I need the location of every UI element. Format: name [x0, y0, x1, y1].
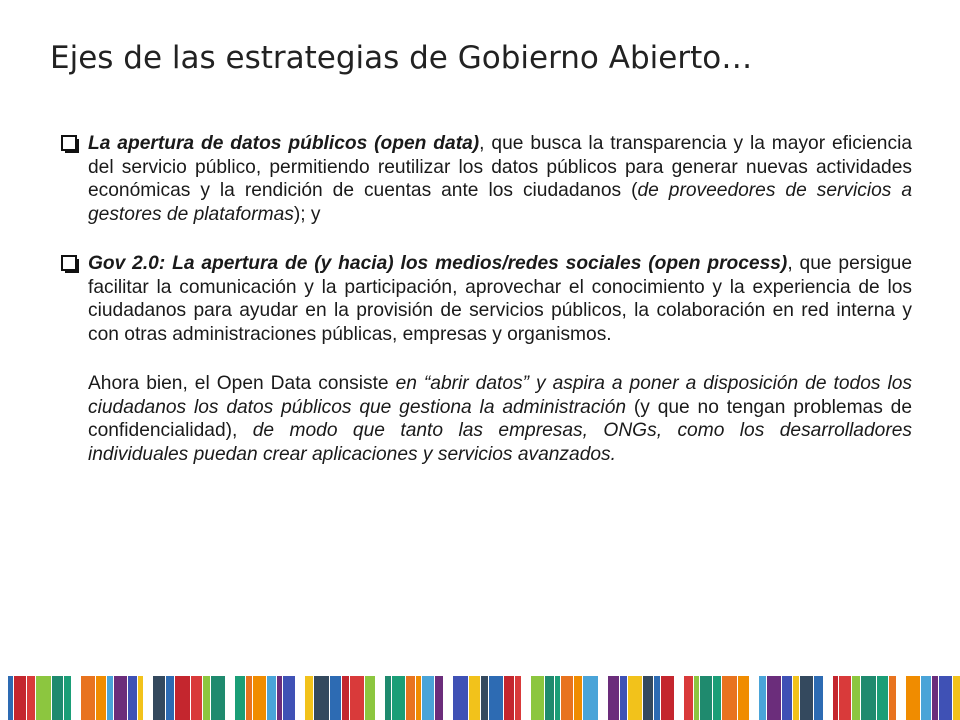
slide-body: [60, 132, 912, 466]
stripe: [191, 676, 202, 720]
stripe: [684, 676, 693, 720]
stripe: [305, 676, 313, 720]
stripe: [81, 676, 95, 720]
stripe: [793, 676, 799, 720]
stripe: [406, 676, 415, 720]
stripe: [114, 676, 127, 720]
stripe: [583, 676, 598, 720]
stripe: [574, 676, 582, 720]
stripe: [107, 676, 113, 720]
stripe: [661, 676, 674, 720]
stripe: [203, 676, 210, 720]
stripe: [422, 676, 434, 720]
stripe: [722, 676, 737, 720]
stripe: [800, 676, 813, 720]
stripe: [906, 676, 920, 720]
decorative-color-stripe-band: [0, 676, 960, 720]
paragraph-italic: en “abrir datos” y aspira a poner a disposición de todos los ciudadanos los datos públicos que gestiona la administración: [88, 373, 912, 418]
stripe: [277, 676, 282, 720]
stripe: [852, 676, 860, 720]
open-data-paragraph: [60, 372, 912, 466]
bullet-gov-2-0: [60, 252, 912, 346]
slide-title: Ejes de las estrategias de Gobierno Abierto…: [50, 40, 753, 76]
stripe: [453, 676, 468, 720]
stripe: [392, 676, 405, 720]
stripe: [555, 676, 560, 720]
paragraph-text: (y que no tengan problemas de confidencialidad),: [88, 396, 912, 441]
stripe: [545, 676, 554, 720]
bullet-text: , que busca la transparencia y la mayor eficiencia del servicio público, permitiendo reutilizar los datos públicos para generar nuevas actividades económicas y la rendición de cuentas ante los ciudadanos (: [88, 133, 913, 201]
stripe: [365, 676, 375, 720]
stripe: [416, 676, 421, 720]
stripe: [211, 676, 225, 720]
stripe: [128, 676, 137, 720]
stripe: [767, 676, 781, 720]
stripe: [64, 676, 71, 720]
stripe: [166, 676, 174, 720]
bullet-lead: La apertura de datos públicos (open data): [88, 133, 480, 154]
stripe: [782, 676, 792, 720]
stripe: [489, 676, 503, 720]
stripe: [833, 676, 838, 720]
stripe: [27, 676, 35, 720]
stripe: [153, 676, 165, 720]
stripe: [654, 676, 660, 720]
stripe: [921, 676, 931, 720]
stripe: [759, 676, 766, 720]
stripe: [469, 676, 480, 720]
stripe: [330, 676, 341, 720]
stripe: [96, 676, 106, 720]
bullet-text: , que persigue facilitar la comunicación y la participación, aprovechar el conocimiento y la experiencia de los ciudadanos para ayudar en la provisión de servicios públicos, la colaboración en red interna y con otras administraciones públicas, empresas y organismos.: [88, 253, 913, 345]
stripe: [283, 676, 295, 720]
stripe: [314, 676, 329, 720]
stripe: [515, 676, 521, 720]
stripe: [738, 676, 749, 720]
stripe: [643, 676, 653, 720]
bullet-open-data: [60, 132, 912, 226]
stripe: [8, 676, 13, 720]
stripe: [713, 676, 721, 720]
stripe: [620, 676, 627, 720]
stripe: [561, 676, 573, 720]
hollow-square-bullet-icon: [60, 133, 84, 155]
stripe: [939, 676, 952, 720]
stripe: [694, 676, 699, 720]
stripe: [246, 676, 252, 720]
bullet-italic: de proveedores de servicios a gestores de plataformas: [88, 180, 912, 225]
bullet-text-end: ); y: [293, 203, 321, 225]
stripe: [253, 676, 266, 720]
stripe: [932, 676, 938, 720]
stripe: [814, 676, 823, 720]
stripe: [608, 676, 619, 720]
stripe: [175, 676, 190, 720]
stripe: [953, 676, 960, 720]
stripe: [481, 676, 488, 720]
stripe: [889, 676, 896, 720]
stripe: [504, 676, 514, 720]
stripe: [435, 676, 443, 720]
stripe: [628, 676, 642, 720]
stripe: [138, 676, 143, 720]
paragraph-italic: de modo que tanto las empresas, ONGs, como los desarrolladores individuales puedan crear aplicaciones y servicios avanzados: [88, 420, 912, 465]
stripe: [839, 676, 851, 720]
stripe: [385, 676, 391, 720]
paragraph-text: Ahora bien, el Open Data consiste: [88, 373, 396, 394]
stripe: [531, 676, 544, 720]
paragraph-text-end: .: [610, 443, 616, 465]
stripe: [36, 676, 51, 720]
stripe: [700, 676, 712, 720]
stripe: [861, 676, 876, 720]
stripe: [877, 676, 888, 720]
hollow-square-bullet-icon: [60, 253, 84, 275]
bullet-lead: Gov 2.0: La apertura de (y hacia) los medios/redes sociales (open process): [88, 253, 788, 274]
stripe: [267, 676, 276, 720]
stripe: [14, 676, 26, 720]
stripe: [52, 676, 63, 720]
stripe: [235, 676, 245, 720]
stripe: [350, 676, 364, 720]
stripe: [342, 676, 349, 720]
